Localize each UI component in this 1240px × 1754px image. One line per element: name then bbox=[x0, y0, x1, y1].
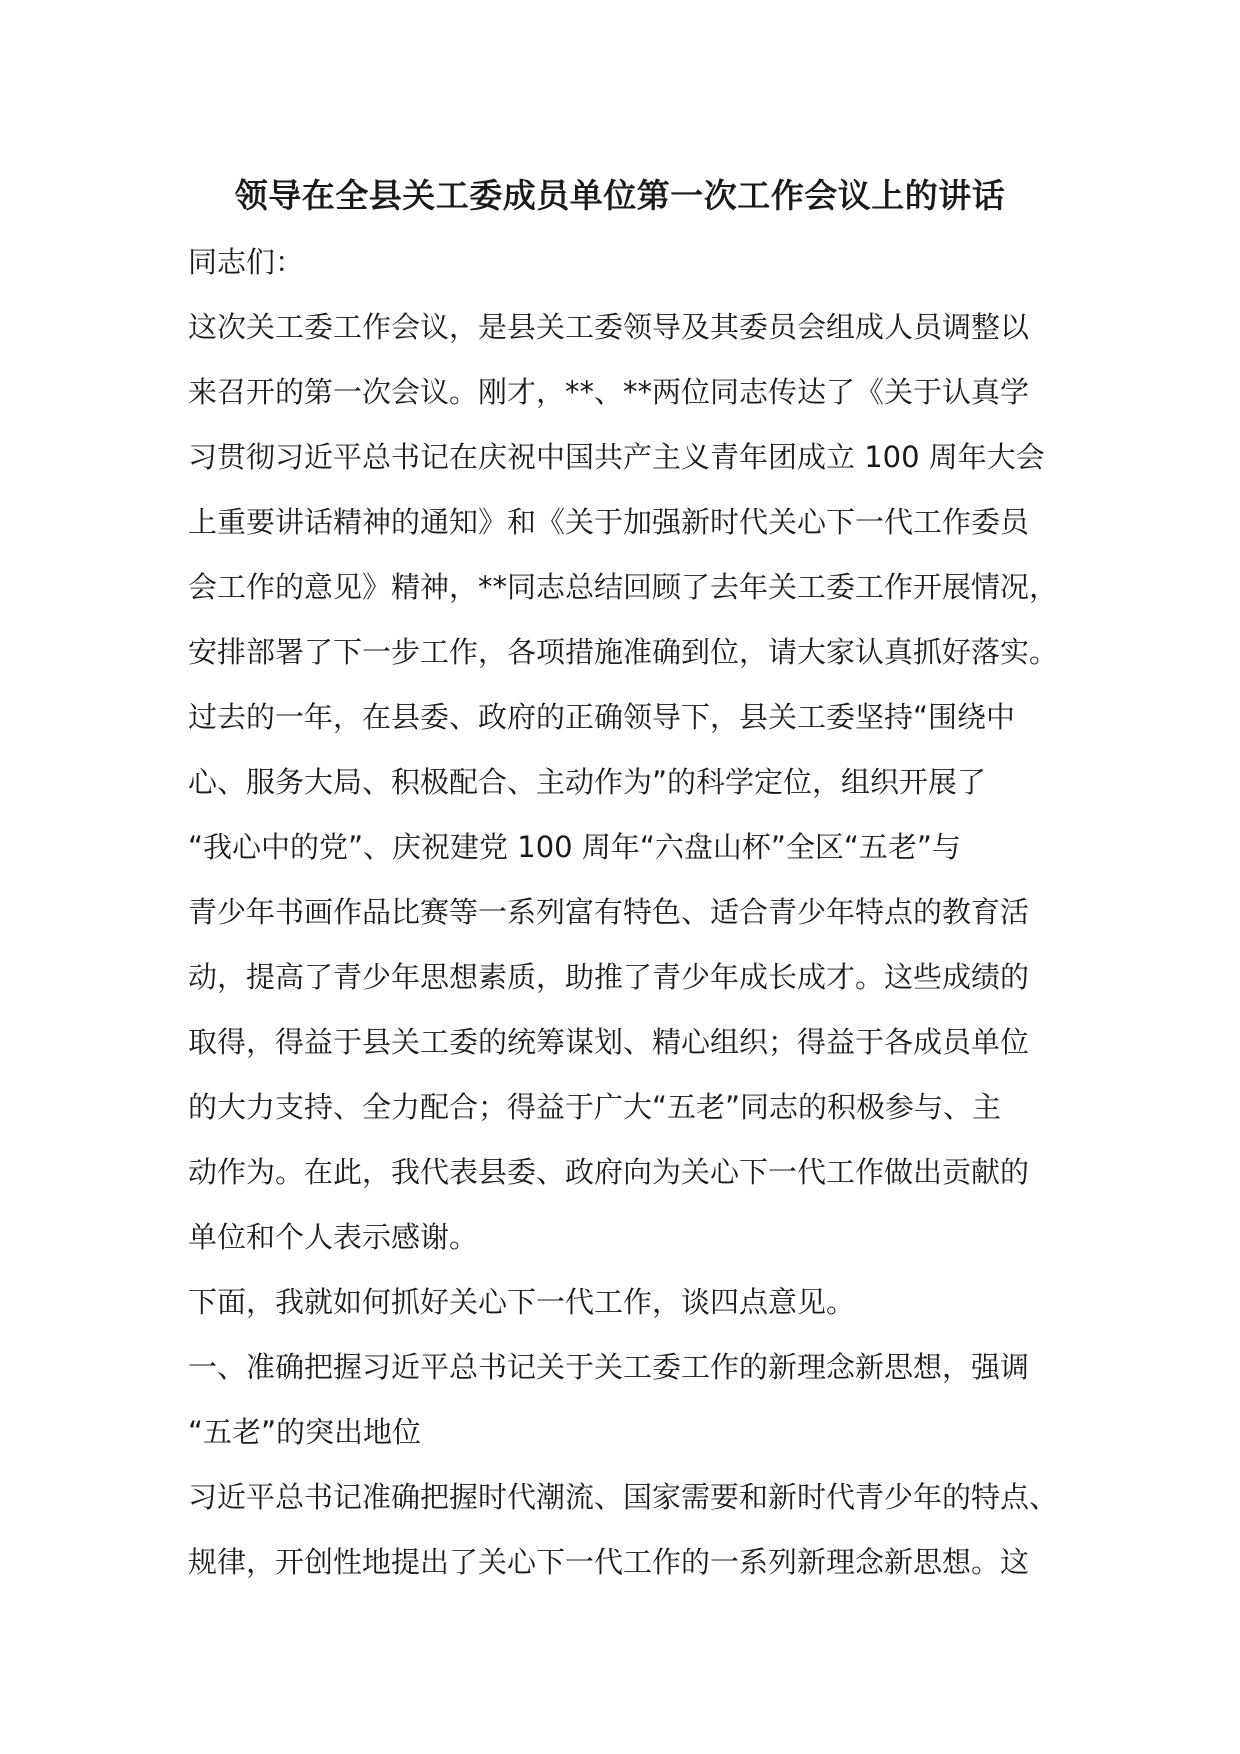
section-heading-line: “五老”的突出地位 bbox=[188, 1415, 422, 1449]
body-line: 取得，得益于县关工委的统筹谋划、精心组织；得益于各成员单位 bbox=[188, 1025, 1030, 1059]
body-line: 过去的一年，在县委、政府的正确领导下，县关工委坚持“围绕中 bbox=[188, 700, 1016, 734]
body-line: 会工作的意见》精神，**同志总结回顾了去年关工委工作开展情况， bbox=[188, 570, 1059, 604]
section-heading-line: 一、准确把握习近平总书记关于关工委工作的新理念新思想，强调 bbox=[188, 1350, 1030, 1384]
salutation-line: 同志们： bbox=[188, 245, 305, 279]
body-line: “我心中的党”、庆祝建党 100 周年“六盘山杯”全区“五老”与 bbox=[188, 830, 961, 864]
document-body bbox=[188, 240, 1088, 1605]
body-line: 青少年书画作品比赛等一系列富有特色、适合青少年特点的教育活 bbox=[188, 895, 1030, 929]
body-line: 下面，我就如何抓好关心下一代工作，谈四点意见。 bbox=[188, 1285, 856, 1319]
body-line: 的大力支持、全力配合；得益于广大“五老”同志的积极参与、主 bbox=[188, 1090, 1002, 1124]
body-line: 这次关工委工作会议，是县关工委领导及其委员会组成人员调整以 bbox=[188, 310, 1030, 344]
body-line: 单位和个人表示感谢。 bbox=[188, 1220, 479, 1254]
body-line: 习近平总书记准确把握时代潮流、国家需要和新时代青少年的特点、 bbox=[188, 1480, 1059, 1514]
body-line: 习贯彻习近平总书记在庆祝中国共产主义青年团成立 100 周年大会 bbox=[188, 440, 1045, 474]
body-line: 动，提高了青少年思想素质，助推了青少年成长成才。这些成绩的 bbox=[188, 960, 1030, 994]
body-line: 动作为。在此，我代表县委、政府向为关心下一代工作做出贡献的 bbox=[188, 1155, 1030, 1189]
body-line: 来召开的第一次会议。刚才，**、**两位同志传达了《关于认真学 bbox=[188, 375, 1030, 409]
body-line: 安排部署了下一步工作，各项措施准确到位，请大家认真抓好落实。 bbox=[188, 635, 1059, 669]
document-title: 领导在全县关工委成员单位第一次工作会议上的讲话 bbox=[234, 176, 1006, 215]
body-line: 心、服务大局、积极配合、主动作为”的科学定位，组织开展了 bbox=[188, 765, 987, 799]
body-line: 规律，开创性地提出了关心下一代工作的一系列新理念新思想。这 bbox=[188, 1545, 1030, 1579]
body-line: 上重要讲话精神的通知》和《关于加强新时代关心下一代工作委员 bbox=[188, 505, 1030, 539]
